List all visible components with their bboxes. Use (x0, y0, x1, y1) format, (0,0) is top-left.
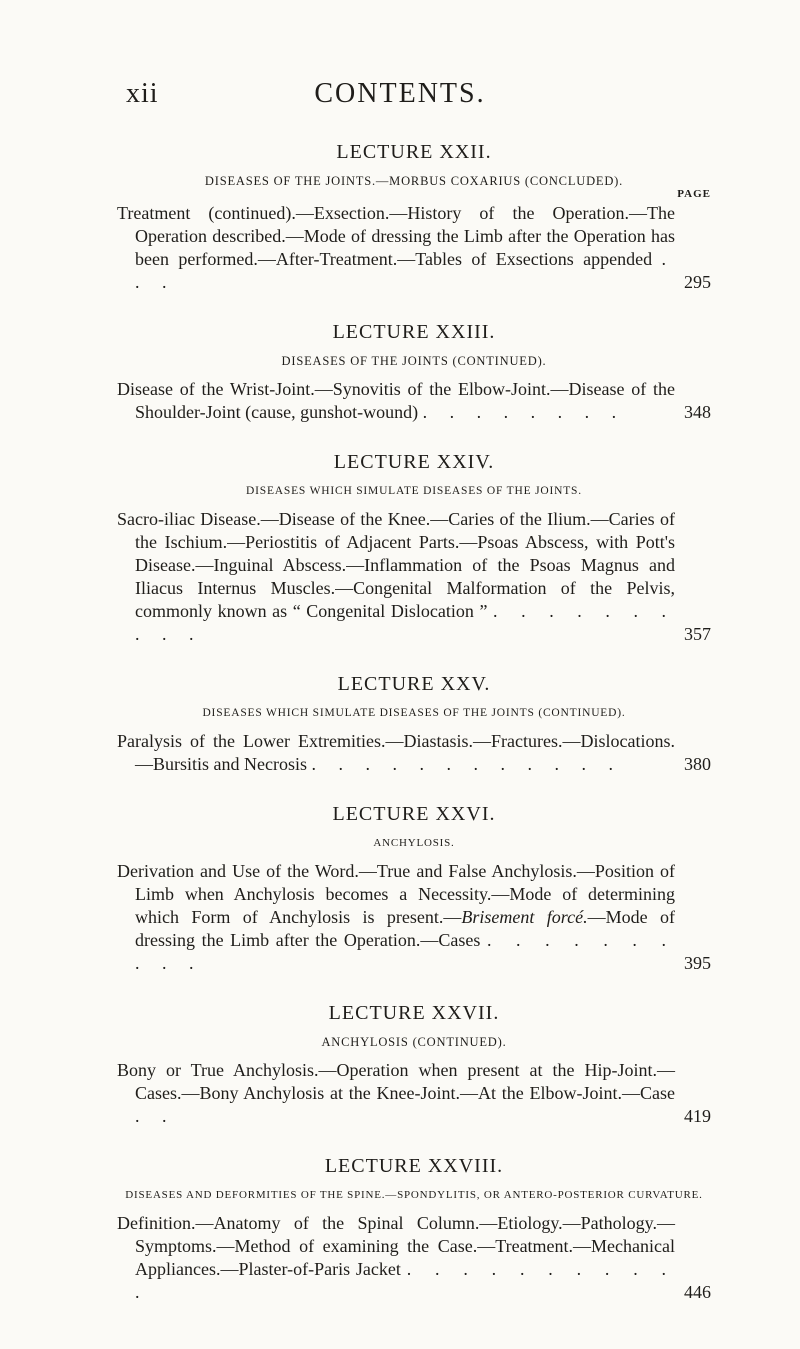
lecture-title: LECTURE XXIII. (332, 321, 496, 343)
page-column-label: PAGE (677, 188, 711, 200)
lecture-subtitle: DISEASES WHICH SIMULATE DISEASES OF THE JOINTS. (246, 485, 582, 497)
dot-leaders: . . (135, 1106, 176, 1126)
page-ref: 380 (684, 754, 711, 774)
page-header (0, 78, 800, 118)
lecture-subtitle: DISEASES OF THE JOINTS (CONTINUED). (281, 354, 547, 368)
page-ref: 348 (684, 402, 711, 422)
dot-leaders: . . . . . . . . (422, 402, 626, 422)
lecture-summary (117, 730, 711, 776)
dot-leaders: . . . (135, 249, 675, 292)
lecture-summary (117, 1059, 711, 1128)
lecture-subtitle: DISEASES OF THE JOINTS.—MORBUS COXARIUS (CONCLUDED). (204, 174, 624, 188)
lecture-title: LECTURE XXII. (336, 141, 492, 163)
page-ref: 357 (684, 624, 711, 644)
lecture-entry (117, 1001, 711, 1128)
lecture-summary (117, 378, 711, 424)
lecture-summary (117, 202, 711, 294)
lecture-title: LECTURE XXVIII. (324, 1155, 504, 1177)
summary-text: Paralysis of the Lower Extremities.—Diastasis.—Fractures.—Dislocations.—Bursitis and Necrosis (117, 731, 675, 774)
page-ref: 295 (684, 272, 711, 292)
lecture-subtitle: DISEASES WHICH SIMULATE DISEASES OF THE JOINTS (CONTINUED). (202, 707, 626, 719)
running-title: CONTENTS. (314, 78, 486, 109)
dot-leaders: . . . . . . . . . . (135, 930, 675, 973)
page-ref: 446 (684, 1282, 711, 1302)
page-number: xii (126, 78, 159, 109)
lecture-subtitle: DISEASES AND DEFORMITIES OF THE SPINE.—SPONDYLITIS, OR ANTERO-POSTERIOR CURVATURE. (125, 1189, 703, 1201)
dot-leaders: . . . . . . . . . . . (135, 1259, 675, 1302)
lecture-subtitle: ANCHYLOSIS. (373, 837, 455, 849)
lecture-entry (117, 450, 711, 646)
lecture-title: LECTURE XXVI. (332, 803, 496, 825)
lecture-title: LECTURE XXVII. (328, 1002, 500, 1024)
lecture-entry (117, 140, 711, 294)
lecture-title: LECTURE XXIV. (333, 451, 495, 473)
summary-text: Derivation and Use of the Word.—True and False Anchylosis.—Position of Limb when Anchylosis becomes a Necessity.—Mode of determining which Form of Anchylosis is present.— (117, 861, 675, 927)
summary-text: Treatment (continued).—Exsection.—History of the Operation.—The Operation described.—Mode of dressing the Limb after the Operation has been performed.—After-Treatment.—Tables of Exsections appended (117, 203, 675, 269)
lecture-entry (117, 672, 711, 776)
summary-text: —Mode of dressing the Limb after the Operation.—Cases (135, 907, 675, 950)
page-ref: 419 (684, 1106, 711, 1126)
lecture-title: LECTURE XXV. (337, 673, 491, 695)
lecture-entry (117, 802, 711, 975)
lecture-summary (117, 860, 711, 975)
summary-text: Sacro-iliac Disease.—Disease of the Knee.—Caries of the Ilium.—Caries of the Ischium.—Periostitis of Adjacent Parts.—Psoas Abscess, with Pott's Disease.—Inguinal Abscess.—Inflammation of the Psoas Magnus and Iliacus Internus Muscles.—Congenital Malformation of the Pelvis, commonly known as “ Congenital Dislocation ” (117, 509, 675, 621)
contents-list (117, 140, 711, 1304)
lecture-subtitle: ANCHYLOSIS (CONTINUED). (321, 1035, 507, 1049)
lecture-summary (117, 508, 711, 646)
summary-text: Bony or True Anchylosis.—Operation when present at the Hip-Joint.—Cases.—Bony Anchylosis at the Knee-Joint.—At the Elbow-Joint.—Case (117, 1060, 675, 1103)
lecture-entry (117, 320, 711, 424)
dot-leaders: . . . . . . . . . . (135, 601, 676, 644)
lecture-entry (117, 1154, 711, 1304)
lecture-summary (117, 1212, 711, 1304)
summary-italic-term: Brisement forcé. (461, 907, 588, 927)
summary-text: Disease of the Wrist-Joint.—Synovitis of the Elbow-Joint.—Disease of the Shoulder-Joint (cause, gunshot-wound) (117, 379, 675, 422)
page-ref: 395 (684, 953, 711, 973)
summary-text: Definition.—Anatomy of the Spinal Column.—Etiology.—Pathology.—Symptoms.—Method of examining the Case.—Treatment.—Mechanical Appliances.—Plaster-of-Paris Jacket (117, 1213, 675, 1279)
dot-leaders: . . . . . . . . . . . . (311, 754, 622, 774)
